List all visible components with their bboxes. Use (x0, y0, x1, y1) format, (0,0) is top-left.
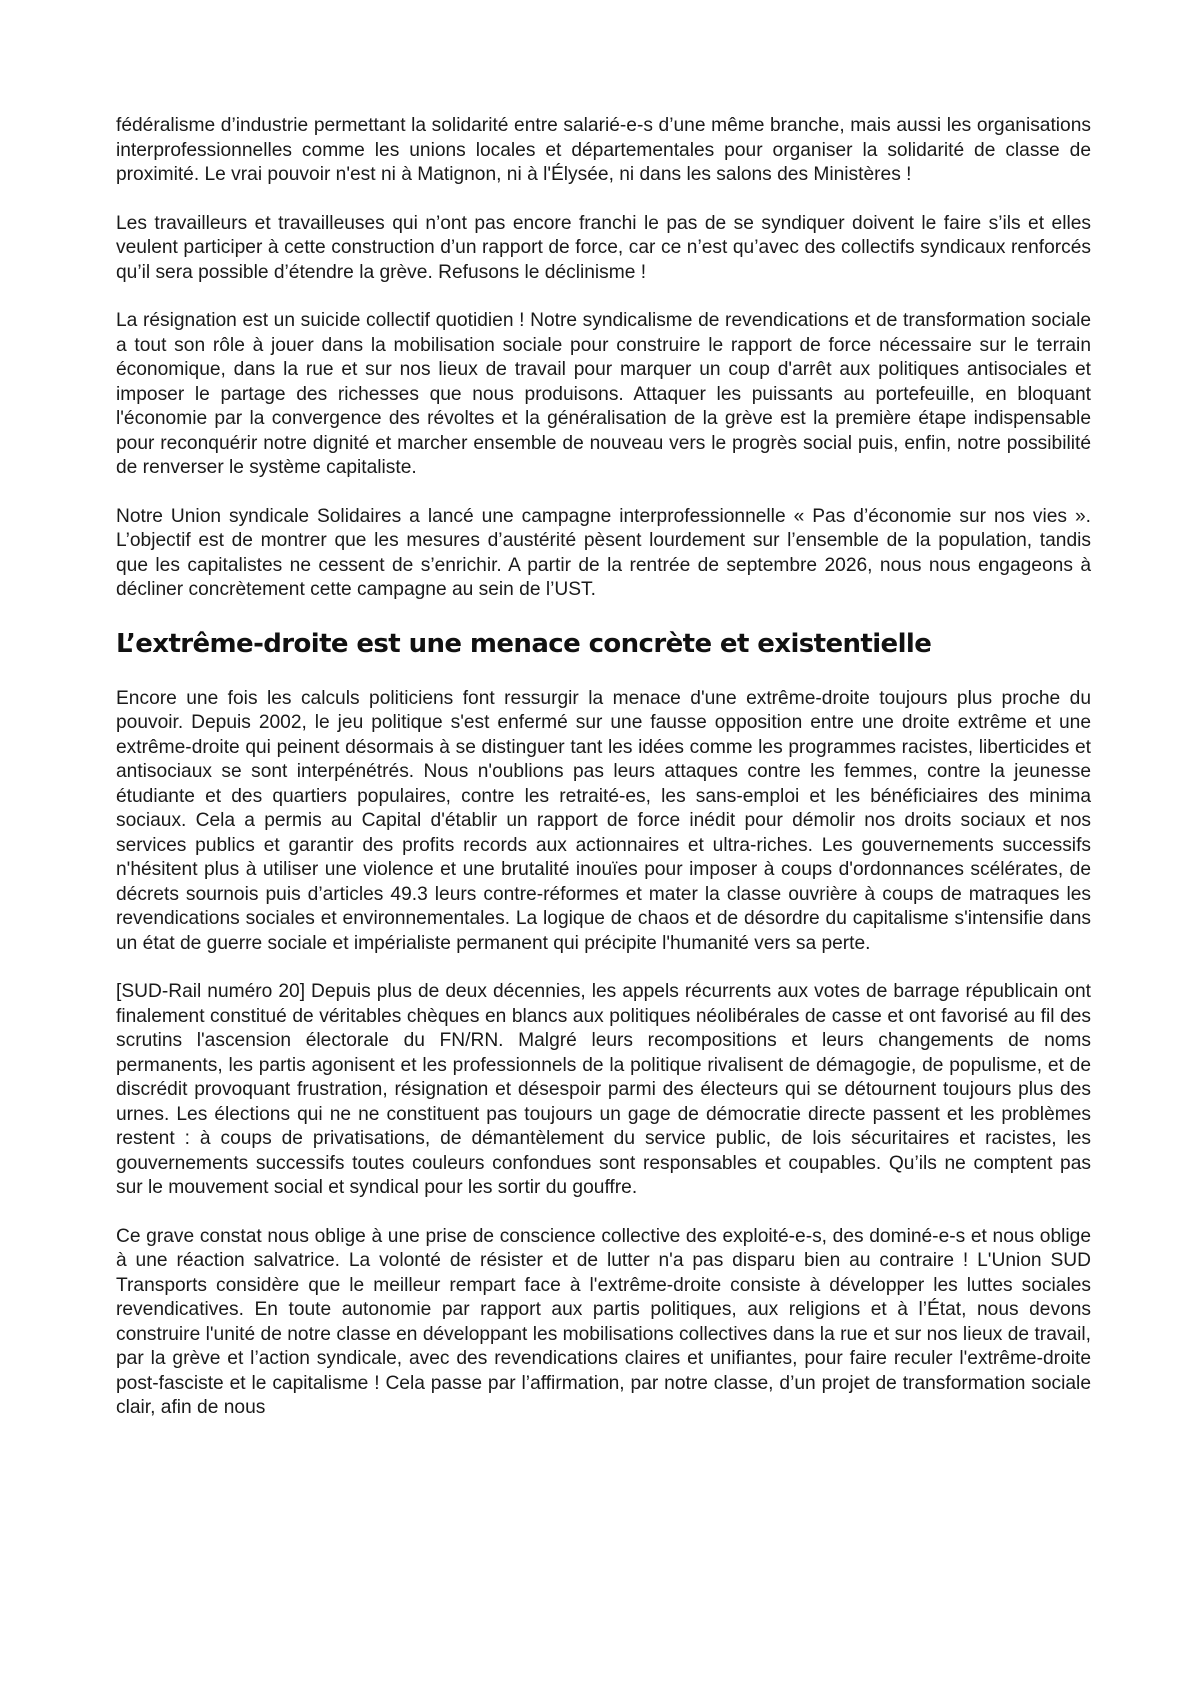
paragraph-grave-constat: Ce grave constat nous oblige à une prise de conscience collective des exploité-e-s, des dominé-e-s et nous oblige à une réaction salvatrice. La volonté de résister et de lutter n'a pas disparu bien au contraire ! L'Union SUD Transports considère que le meilleur rempart face à l'extrême-droite consiste à développer les luttes sociales revendicatives. En toute autonomie par rapport aux partis politiques, aux religions et à l’État, nous devons construire l'unité de notre classe en développant les mobilisations collectives dans la rue et sur nos lieux de travail, par la grève et l’action syndicale, avec des revendications claires et unifiantes, pour faire reculer l'extrême-droite post-fasciste et le capitalisme ! Cela passe par l’affirmation, par notre classe, d’un projet de transformation sociale clair, afin de nous (116, 1225, 1091, 1418)
paragraph-campagne-solidaires: Notre Union syndicale Solidaires a lancé une campagne interprofessionnelle « Pas d’économie sur nos vies ». L’objectif est de montrer que les mesures d’austérité pèsent lourdement sur l’ensemble de la population, tandis que les capitalistes ne cessent de s’enrichir. A partir de la rentrée de septembre 2026, nous nous engageons à décliner concrètement cette campagne au sein de l’UST. (116, 505, 1091, 600)
paragraph-federalisme: fédéralisme d’industrie permettant la solidarité entre salarié-e-s d’une même branche, mais aussi les organisations interprofessionnelles comme les unions locales et départementales pour organiser la solidarité de classe de proximité. Le vrai pouvoir n'est ni à Matignon, ni à l'Élysée, ni dans les salons des Ministères ! (116, 115, 1091, 185)
document-page (116, 114, 1091, 1421)
paragraph-syndiquer: Les travailleurs et travailleuses qui n’ont pas encore franchi le pas de se syndiquer doivent le faire s’ils et elles veulent participer à cette construction d’un rapport de force, car ce n’est qu’avec des collectifs syndicaux renforcés qu’il sera possible d’étendre la grève. Refusons le déclinisme ! (116, 212, 1091, 283)
paragraph-calculs-politiciens: Encore une fois les calculs politiciens font ressurgir la menace d'une extrême-droite toujours plus proche du pouvoir. Depuis 2002, le jeu politique s'est enfermé sur une fausse opposition entre une droite extrême et une extrême-droite qui peinent désormais à se distinguer tant les idées comme les programmes racistes, liberticides et antisociaux se sont interpénétrés. Nous n'oublions pas leurs attaques contre les femmes, contre la jeunesse étudiante et des quartiers populaires, contre les retraité-es, les sans-emploi et les bénéficiaires des minima sociaux. Cela a permis au Capital d'établir un rapport de force inédit pour démolir nos droits sociaux et nos services publics et garantir des profits records aux actionnaires et ultra-riches. Les gouvernements successifs n'hésitent plus à utiliser une violence et une brutalité inouïes pour imposer à coups d'ordonnances scélérates, de décrets sournois puis d’articles 49.3 leurs contre-réformes et mater la classe ouvrière à coups de matraques les revendications sociales et environnementales. La logique de chaos et de désordre du capitalisme s'intensifie dans un état de guerre sociale et impérialiste permanent qui précipite l'humanité vers sa perte. (116, 687, 1091, 954)
section-heading: L’extrême-droite est une menace concrète et existentielle (116, 628, 932, 659)
paragraph-sud-rail: [SUD-Rail numéro 20] Depuis plus de deux décennies, les appels récurrents aux votes de barrage républicain ont finalement constitué de véritables chèques en blancs aux politiques néolibérales de casse et ont favorisé au fil des scrutins l'ascension électorale du FN/RN. Malgré leurs recompositions et leurs changements de noms permanents, les partis agonisent et les professionnels de la politique rivalisent de démagogie, de populisme, et de discrédit provoquant frustration, résignation et désespoir parmi des électeurs qui se détournent toujours plus des urnes. Les élections qui ne ne constituent pas toujours un gage de démocratie directe passent et les problèmes restent : à coups de privatisations, de démantèlement du service public, de lois sécuritaires et racistes, les gouvernements successifs toutes couleurs confondues sont responsables et coupables. Qu’ils ne comptent pas sur le mouvement social et syndical pour les sortir du gouffre. (116, 981, 1091, 1198)
paragraph-resignation: La résignation est un suicide collectif quotidien ! Notre syndicalisme de revendications et de transformation sociale a tout son rôle à jouer dans la mobilisation sociale pour construire le rapport de force nécessaire sur le terrain économique, dans la rue et sur nos lieux de travail pour marquer un coup d'arrêt aux politiques antisociales et imposer le partage des richesses que nous produisons. Attaquer les puissants au portefeuille, en bloquant l'économie par la convergence des révoltes et la généralisation de la grève est la première étape indispensable pour reconquérir notre dignité et marcher ensemble de nouveau vers le progrès social puis, enfin, notre possibilité de renverser le système capitaliste. (116, 310, 1091, 478)
